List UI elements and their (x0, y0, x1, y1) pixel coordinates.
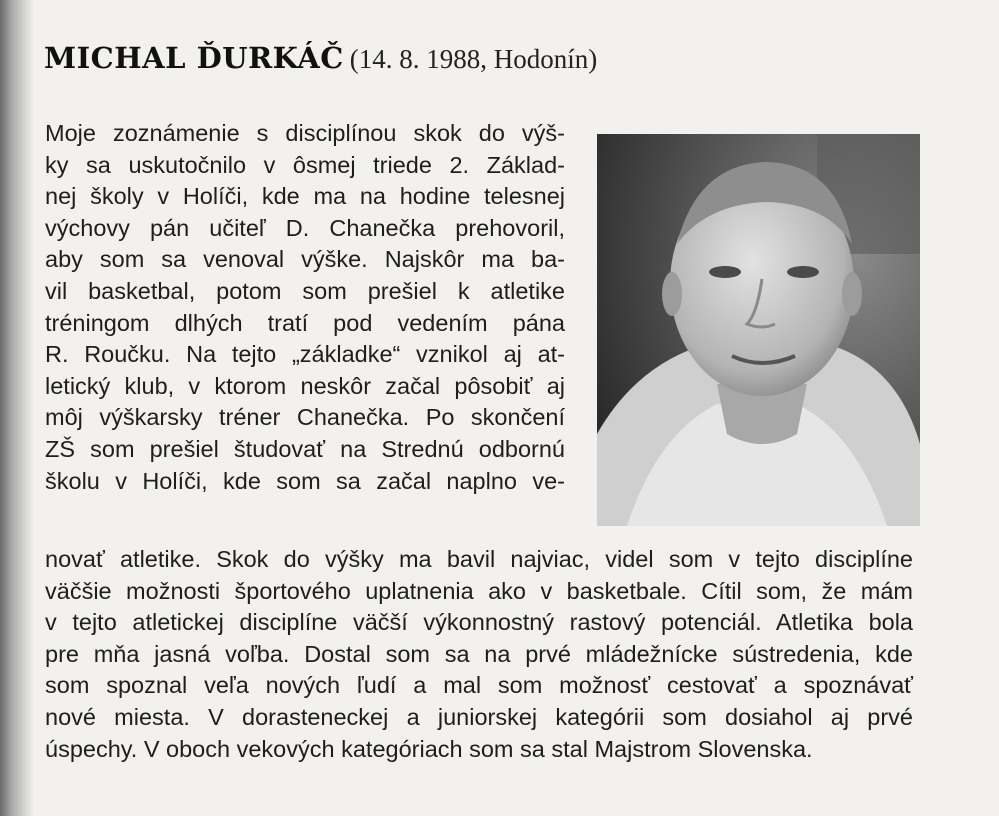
text-line: nej školy v Holíči, kde ma na hodine telesnej (45, 183, 565, 210)
text-line: Moje zoznámenie s disciplínou skok do výš- (45, 120, 565, 146)
text-line: tréningom dlhých tratí pod vedením pána (45, 309, 565, 336)
biography-text-beside-photo (45, 118, 565, 497)
text-line: v tejto atletickej disciplíne väčší výkonnostný rastový potenciál. Atletika bola (45, 609, 913, 636)
text-line: som spoznal veľa nových ľudí a mal som možnosť cestovať a spoznávať (45, 672, 913, 699)
text-line: vil basketbal, potom som prešiel k atletike (45, 277, 565, 304)
text-line: výchovy pán učiteľ D. Chanečka prehovoril, (45, 214, 565, 241)
text-line: nové miesta. V dorasteneckej a juniorskej kategórii som dosiahol aj prvé (45, 703, 913, 730)
text-line: ky sa uskutočnilo v ôsmej triede 2. Základ- (45, 151, 565, 178)
text-line: pre mňa jasná voľba. Dostal som sa na prvé mládežnícke sústredenia, kde (45, 640, 913, 667)
biography-text-full-width (45, 544, 913, 765)
text-line: aby som sa venoval výške. Najskôr ma ba- (45, 246, 565, 273)
portrait-photo (597, 134, 920, 526)
page-gutter-shadow (0, 0, 34, 816)
text-line: úspechy. V oboch vekových kategóriach som sa stal Majstrom Slovenska. (45, 735, 813, 762)
athlete-name: MICHAL ĎURKÁČ (44, 41, 344, 75)
text-line: väčšie možnosti športového uplatnenia ako v basketbale. Cítil som, že mám (45, 577, 913, 604)
text-line: školu v Holíči, kde som sa začal naplno ve- (45, 467, 565, 494)
birth-info: (14. 8. 1988, Hodonín) (349, 44, 598, 74)
text-line: ZŠ som prešiel študovať na Strednú odbornú (45, 435, 565, 462)
text-line: novať atletike. Skok do výšky ma bavil najviac, videl som v tejto disciplíne (45, 546, 913, 572)
text-line: môj výškarsky tréner Chanečka. Po skončení (45, 404, 565, 431)
profile-heading (44, 41, 598, 75)
text-line: R. Roučku. Na tejto „základke“ vznikol aj at- (45, 341, 565, 368)
text-line: letický klub, v ktorom neskôr začal pôsobiť aj (45, 372, 565, 399)
